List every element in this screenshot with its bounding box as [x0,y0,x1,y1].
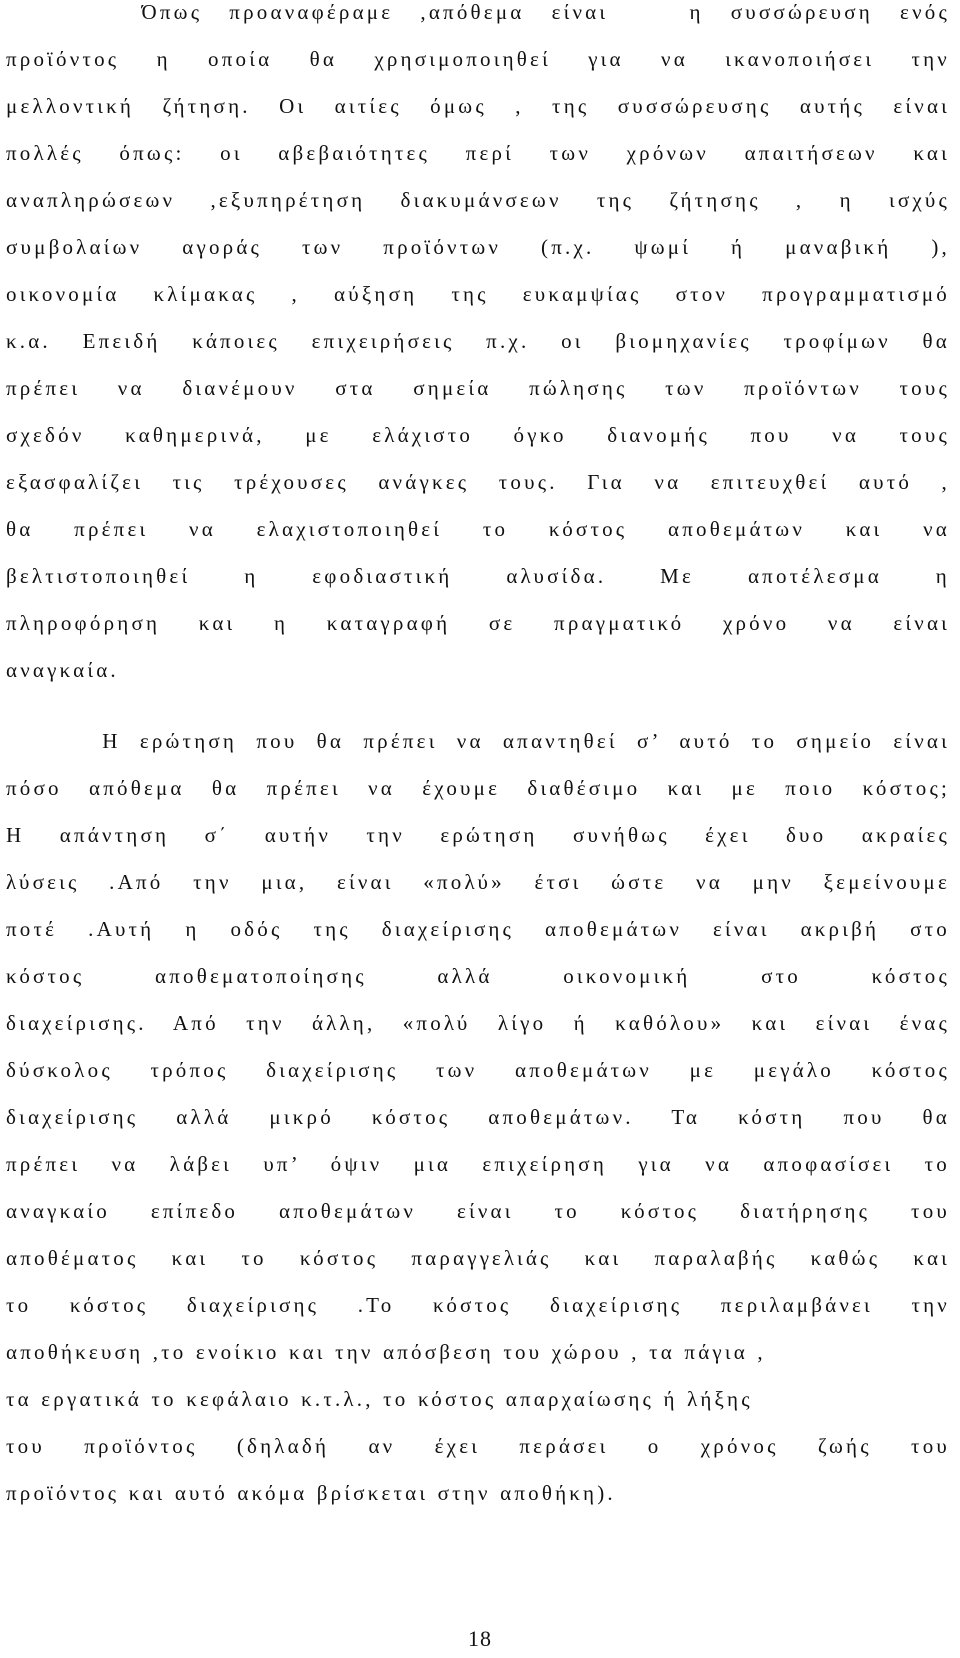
text-line: πρέπει να διανέμουν στα σημεία πώλησης των προϊόντων τους [6,376,950,400]
text-line: προϊόντος η οποία θα χρησιμοποιηθεί για να ικανοποιήσει την [6,47,950,71]
page-number: 18 [468,1626,492,1651]
text-line: αποθέματος και το κόστος παραγγελιάς και παραλαβής καθώς και [6,1246,950,1270]
text-line: συμβολαίων αγοράς των προϊόντων (π.χ. ψωμί ή μαναβική ), [6,235,950,259]
text-line: αναγκαίο επίπεδο αποθεμάτων είναι το κόστος διατήρησης του [6,1199,950,1223]
text-line: προϊόντος και αυτό ακόμα βρίσκεται στην αποθήκη). [6,1481,616,1505]
text-line: Όπως προαναφέραμε ,απόθεμα είναι η συσσώρευση ενός [6,0,950,24]
text-line: τα εργατικά το κεφάλαιο κ.τ.λ., το κόστος απαρχαίωσης ή λήξης [6,1387,753,1411]
text-line: μελλοντική ζήτηση. Οι αιτίες όμως , της συσσώρευσης αυτής είναι [6,94,950,118]
text-line: κ.α. Επειδή κάποιες επιχειρήσεις π.χ. οι βιομηχανίες τροφίμων θα [6,329,950,353]
text-line: θα πρέπει να ελαχιστοποιηθεί το κόστος αποθεμάτων και να [6,517,950,541]
text-line: πόσο απόθεμα θα πρέπει να έχουμε διαθέσιμο και με ποιο κόστος; [6,776,950,800]
text-line: το κόστος διαχείρισης .Το κόστος διαχείρισης περιλαμβάνει την [6,1293,950,1317]
text-line: διαχείρισης. Από την άλλη, «πολύ λίγο ή καθόλου» και είναι ένας [6,1011,950,1035]
text-line: πρέπει να λάβει υπ’ όψιν μια επιχείρηση για να αποφασίσει το [6,1152,950,1176]
paragraph-inventory-costs [6,718,950,1517]
text-line: Η απάντηση σ΄ αυτήν την ερώτηση συνήθως έχει δυο ακραίες [6,823,950,847]
text-line: του προϊόντος (δηλαδή αν έχει περάσει ο χρόνος ζωής του [6,1434,950,1458]
text-line: πληροφόρηση και η καταγραφή σε πραγματικό χρόνο να είναι [6,611,950,635]
text-line: αναγκαία. [6,658,119,682]
text-line: αναπληρώσεων ,εξυπηρέτηση διακυμάνσεων της ζήτησης , η ισχύς [6,188,950,212]
text-line: λύσεις .Από την μια, είναι «πολύ» έτσι ώστε να μην ξεμείνουμε [6,870,950,894]
text-line: κόστος αποθεματοποίησης αλλά οικονομική στο κόστος [6,964,950,988]
text-line: σχεδόν καθημερινά, με ελάχιστο όγκο διανομής που να τους [6,423,950,447]
text-line: πολλές όπως: οι αβεβαιότητες περί των χρόνων απαιτήσεων και [6,141,950,165]
text-line: δύσκολος τρόπος διαχείρισης των αποθεμάτων με μεγάλο κόστος [6,1058,950,1082]
text-line: Η ερώτηση που θα πρέπει να απαντηθεί σ’ αυτό το σημείο είναι [6,729,950,753]
paragraph-inventory-definition [6,0,950,694]
text-line: εξασφαλίζει τις τρέχουσες ανάγκες τους. Για να επιτευχθεί αυτό , [6,470,950,494]
text-line: διαχείρισης αλλά μικρό κόστος αποθεμάτων. Τα κόστη που θα [6,1105,950,1129]
text-line: αποθήκευση ,το ενοίκιο και την απόσβεση του χώρου , τα πάγια , [6,1340,766,1364]
text-line: οικονομία κλίμακας , αύξηση της ευκαμψίας στον προγραμματισμό [6,282,950,306]
text-line: ποτέ .Αυτή η οδός της διαχείρισης αποθεμάτων είναι ακριβή στο [6,917,950,941]
text-line: βελτιστοποιηθεί η εφοδιαστική αλυσίδα. Με αποτέλεσμα η [6,564,950,588]
